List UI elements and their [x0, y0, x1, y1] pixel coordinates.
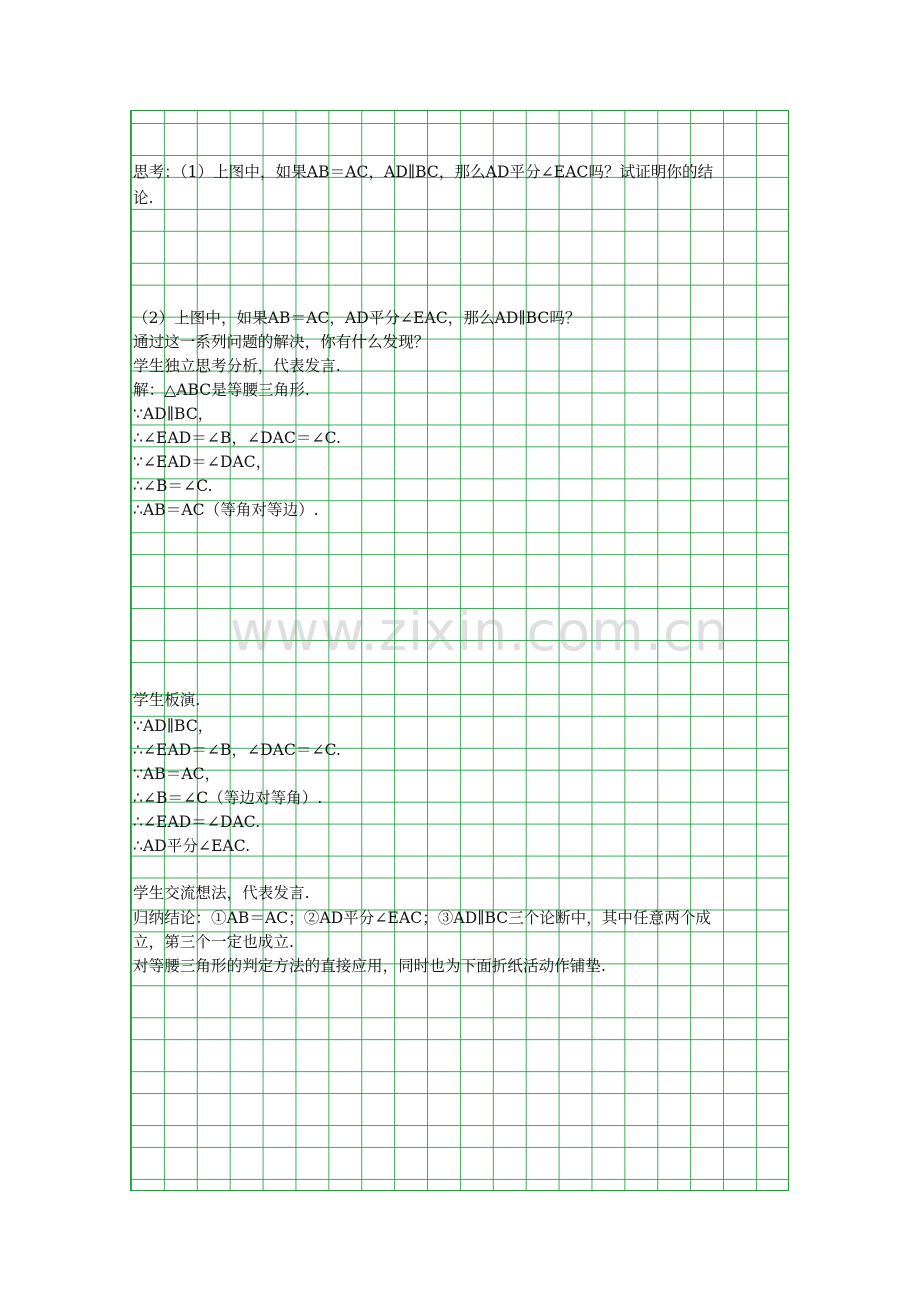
watermark: www.zixin.com.cn [230, 600, 729, 663]
text-line: ∴∠EAD＝∠B，∠DAC＝∠C. [133, 429, 342, 447]
text-line: ∴∠B＝∠C. [133, 477, 213, 495]
text-line: 学生独立思考分析，代表发言. [133, 357, 341, 375]
text-line: 学生板演. [133, 691, 201, 709]
text-line: ∴AB＝AC（等角对等边）. [133, 501, 319, 519]
text-line: ∴∠B＝∠C（等边对等角）. [133, 789, 323, 807]
text-line: ∴∠EAD＝∠DAC. [133, 813, 261, 831]
text-line: 归纳结论：①AB＝AC；②AD平分∠EAC；③AD∥BC三个论断中，其中任意两个成 [133, 909, 712, 927]
document-text [131, 111, 789, 1191]
text-line: 解：△ABC是等腰三角形. [133, 381, 310, 399]
text-line: ∴AD平分∠EAC. [133, 837, 251, 855]
text-line: ∴∠EAD＝∠B，∠DAC＝∠C. [133, 741, 342, 759]
text-line: 思考：（1）上图中，如果AB＝AC，AD∥BC，那么AD平分∠EAC吗？试证明你的结 [133, 163, 714, 181]
text-line: 对等腰三角形的判定方法的直接应用，同时也为下面折纸活动作铺垫. [133, 957, 607, 975]
text-line: ∵AB＝AC， [133, 765, 221, 783]
text-line: ∵∠EAD＝∠DAC， [133, 453, 272, 471]
text-line: ∵AD∥BC， [133, 717, 214, 735]
text-line: （2）上图中，如果AB＝AC，AD平分∠EAC，那么AD∥BC吗？ [133, 309, 581, 327]
text-line: 学生交流想法，代表发言. [133, 884, 310, 902]
text-line: ∵AD∥BC， [133, 405, 214, 423]
text-line: 通过这一系列问题的解决，你有什么发现？ [133, 333, 430, 351]
text-line: 论. [133, 189, 154, 207]
grid-paper [130, 110, 789, 1191]
text-line: 立，第三个一定也成立. [133, 933, 295, 951]
